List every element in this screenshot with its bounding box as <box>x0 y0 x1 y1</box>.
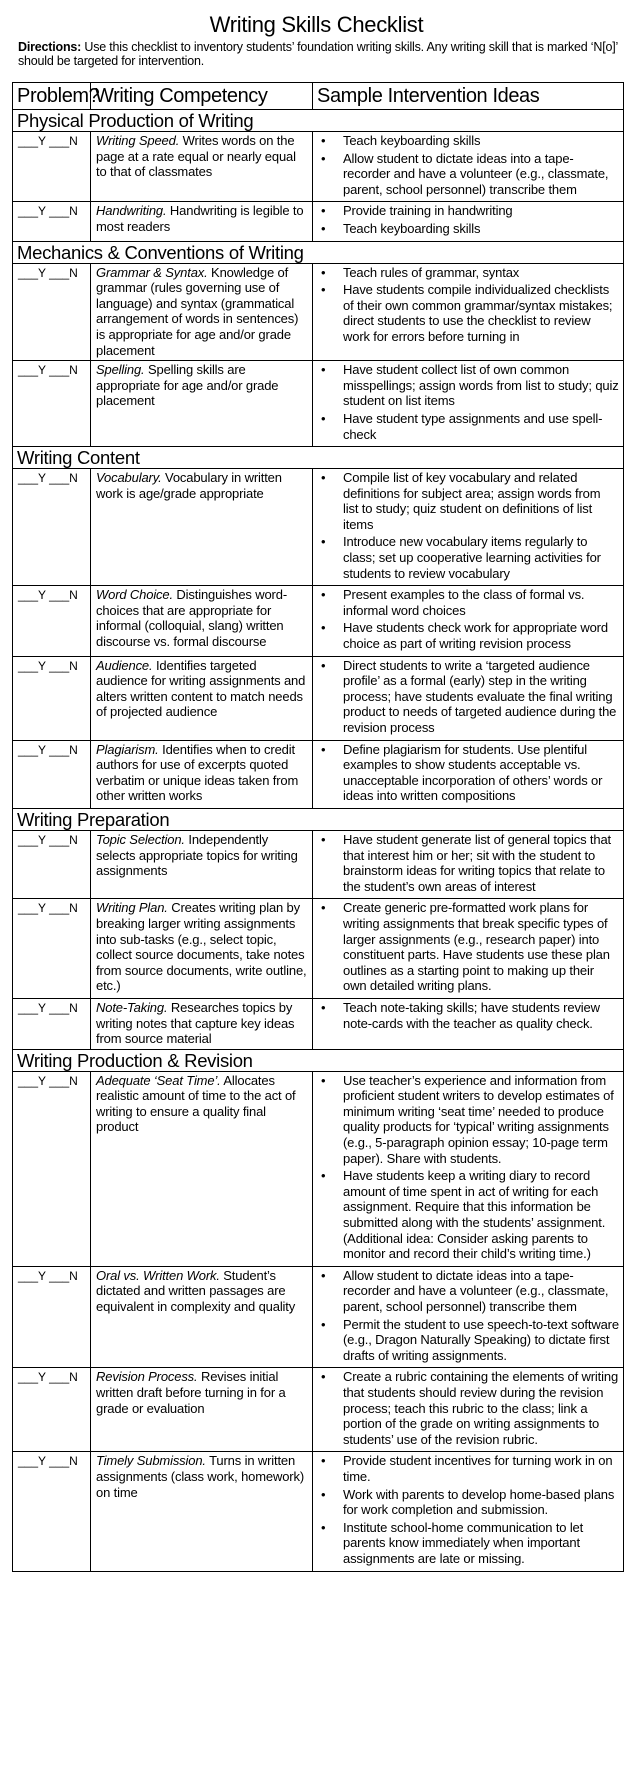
competency-cell <box>91 263 313 361</box>
page-title: Writing Skills Checklist <box>209 12 424 37</box>
competency-description: Student’s dictated and written passages are equivalent in complexity and quality <box>96 1267 296 1314</box>
table-row <box>13 740 624 808</box>
directions-text: Use this checklist to inventory students’ foundation writing skills. Any writing skill that is marked ‘N[o]’ should be targeted for intervention. <box>18 40 618 68</box>
competency-description: Revises initial written draft before turning in for a grade or evaluation <box>96 1369 286 1416</box>
intervention-ideas-cell <box>313 656 624 740</box>
list-item: • Direct students to write a ‘targeted audience profile’ as a formal (early) step in the writing process; have students evaluate the final writing product to needs of targeted audience during the revision process <box>317 658 619 736</box>
competency-cell <box>91 656 313 740</box>
table-row <box>13 830 624 898</box>
directions-label: Directions: <box>18 40 82 54</box>
competency-name: Writing Plan. <box>96 900 168 916</box>
intervention-list <box>317 832 619 894</box>
header-problem: Problem? <box>13 83 91 110</box>
table-row <box>13 202 624 241</box>
list-item: • Teach note-taking skills; have students review note-cards with the teacher as quality check. <box>317 1000 619 1031</box>
competency-name: Vocabulary. <box>96 470 162 486</box>
intervention-list <box>317 900 619 994</box>
list-item: • Have student type assignments and use spell-check <box>317 411 619 442</box>
competency-description: Knowledge of grammar (rules governing use of language) and syntax (grammatical arrangement of words in sentences) is appropriate for age and/or grade placement <box>96 264 299 358</box>
intervention-ideas-cell <box>313 830 624 898</box>
section-row <box>13 110 624 132</box>
section-row <box>13 808 624 830</box>
intervention-ideas-cell <box>313 586 624 656</box>
yes-no-checkbox[interactable]: ___Y ___N <box>13 899 91 999</box>
competency-description: Identifies targeted audience for writing assignments and alters written content to match needs of projected audience <box>96 657 306 720</box>
competency-cell <box>91 1452 313 1571</box>
competency-name: Audience. <box>96 657 153 673</box>
competency-name: Spelling. <box>96 362 145 378</box>
competency-name: Handwriting. <box>96 203 167 219</box>
competency-description: Identifies when to credit authors for use of excerpts quoted verbatim or unique ideas taken from other written works <box>96 741 299 804</box>
yes-no-checkbox[interactable]: ___Y ___N <box>13 132 91 202</box>
competency-cell <box>91 469 313 586</box>
competency-description: Writes words on the page at a rate equal or nearly equal to that of classmates <box>96 133 296 180</box>
yes-no-checkbox[interactable]: ___Y ___N <box>13 361 91 447</box>
competency-cell <box>91 899 313 999</box>
yes-no-checkbox[interactable]: ___Y ___N <box>13 1368 91 1452</box>
yes-no-checkbox[interactable]: ___Y ___N <box>13 202 91 241</box>
section-title: Writing Preparation <box>13 808 624 830</box>
list-item: • Create generic pre-formatted work plans for writing assignments that break specific types of larger assignments (e.g., research paper) into constituent parts. Have students use these plan outlines as a starting point to making up their own detailed writing plans. <box>317 900 619 994</box>
intervention-ideas-cell <box>313 998 624 1049</box>
intervention-list <box>317 1369 619 1447</box>
intervention-ideas-cell <box>313 469 624 586</box>
header-competency: Writing Competency <box>91 83 313 110</box>
yes-no-checkbox[interactable]: ___Y ___N <box>13 656 91 740</box>
intervention-list <box>317 1073 619 1262</box>
competency-description: Researches topics by writing notes that capture key ideas from source material <box>96 999 295 1047</box>
directions <box>18 40 621 68</box>
competency-cell <box>91 361 313 447</box>
list-item: • Allow student to dictate ideas into a tape-recorder and have a volunteer (e.g., classmate, parent, school personnel) transcribe them <box>317 1268 619 1315</box>
table-row <box>13 656 624 740</box>
table-row <box>13 899 624 999</box>
intervention-list <box>317 1453 619 1566</box>
table-row <box>13 998 624 1049</box>
intervention-ideas-cell <box>313 1368 624 1452</box>
list-item: • Have students compile individualized checklists of their own common grammar/syntax mistakes; direct students to use the checklist to review work for errors before turning in <box>317 282 619 344</box>
competency-name: Revision Process. <box>96 1369 198 1385</box>
intervention-ideas-cell <box>313 1071 624 1266</box>
competency-name: Plagiarism. <box>96 741 159 757</box>
section-title: Writing Production & Revision <box>13 1049 624 1071</box>
competency-description: Vocabulary in written work is age/grade appropriate <box>96 470 282 501</box>
intervention-list <box>317 133 619 197</box>
intervention-ideas-cell <box>313 202 624 241</box>
competency-name: Topic Selection. <box>96 831 185 847</box>
competency-description: Allocates realistic amount of time to the act of writing to ensure a quality final product <box>96 1072 296 1135</box>
checklist-table <box>12 82 624 1572</box>
list-item: • Have student generate list of general topics that that interest him or her; sit with the student to brainstorm ideas for writing topics that relate to the student’s own areas of interest <box>317 832 619 894</box>
list-item: • Teach rules of grammar, syntax <box>317 265 619 281</box>
intervention-list <box>317 1268 619 1364</box>
intervention-list <box>317 587 619 651</box>
table-header-row <box>13 83 624 110</box>
intervention-ideas-cell <box>313 361 624 447</box>
table-body <box>13 110 624 1572</box>
yes-no-checkbox[interactable]: ___Y ___N <box>13 586 91 656</box>
list-item: • Have students check work for appropriate word choice as part of writing revision process <box>317 620 619 651</box>
competency-description: Distinguishes word-choices that are appropriate for informal (colloquial, slang) written discourse vs. formal discourse <box>96 587 287 650</box>
table-row <box>13 1266 624 1368</box>
table-row <box>13 1071 624 1266</box>
competency-name: Adequate ‘Seat Time’. <box>96 1072 221 1088</box>
list-item: • Present examples to the class of formal vs. informal word choices <box>317 587 619 618</box>
list-item: • Work with parents to develop home-based plans for work completion and submission. <box>317 1487 619 1518</box>
section-row <box>13 1049 624 1071</box>
competency-cell <box>91 1071 313 1266</box>
intervention-ideas-cell <box>313 740 624 808</box>
intervention-ideas-cell <box>313 899 624 999</box>
list-item: • Teach keyboarding skills <box>317 133 619 149</box>
list-item: • Create a rubric containing the elements of writing that students should review during the revision process; teach this rubric to the class; link a portion of the grade on writing assignments to students’ use of the revision rubric. <box>317 1369 619 1447</box>
yes-no-checkbox[interactable]: ___Y ___N <box>13 1266 91 1368</box>
section-row <box>13 241 624 263</box>
list-item: • Teach keyboarding skills <box>317 221 619 237</box>
competency-description: Turns in written assignments (class work, homework) on time <box>96 1453 305 1500</box>
section-title: Mechanics & Conventions of Writing <box>13 241 624 263</box>
competency-description: Spelling skills are appropriate for age and/or grade placement <box>96 362 279 409</box>
intervention-list <box>317 658 619 736</box>
competency-cell <box>91 132 313 202</box>
list-item: • Have student collect list of own common misspellings; assign words from list to study; quiz student on list items <box>317 362 619 409</box>
competency-description: Independently selects appropriate topics for writing assignments <box>96 831 298 879</box>
intervention-list <box>317 742 619 804</box>
list-item: • Allow student to dictate ideas into a tape-recorder and have a volunteer (e.g., classmate, parent, school personnel) transcribe them <box>317 151 619 198</box>
competency-cell <box>91 740 313 808</box>
yes-no-checkbox[interactable]: ___Y ___N <box>13 263 91 361</box>
intervention-ideas-cell <box>313 1266 624 1368</box>
yes-no-checkbox[interactable]: ___Y ___N <box>13 1071 91 1266</box>
competency-cell <box>91 830 313 898</box>
competency-name: Oral vs. Written Work. <box>96 1267 220 1283</box>
table-row <box>13 586 624 656</box>
list-item: • Define plagiarism for students. Use plentiful examples to show students acceptable vs. unacceptable incorporation of others’ words or ideas into written compositions <box>317 742 619 804</box>
list-item: • Provide student incentives for turning work in on time. <box>317 1453 619 1484</box>
intervention-ideas-cell <box>313 1452 624 1571</box>
list-item: • Compile list of key vocabulary and related definitions for subject area; assign words from list to study; quiz student on definitions of list items <box>317 470 619 532</box>
header-ideas: Sample Intervention Ideas <box>313 83 624 110</box>
list-item: • Provide training in handwriting <box>317 203 619 219</box>
section-row <box>13 447 624 469</box>
table-row <box>13 469 624 586</box>
table-row <box>13 1368 624 1452</box>
competency-name: Note-Taking. <box>96 999 168 1015</box>
competency-cell <box>91 202 313 241</box>
section-title: Physical Production of Writing <box>13 110 624 132</box>
competency-name: Writing Speed. <box>96 133 180 148</box>
table-row <box>13 263 624 361</box>
competency-cell <box>91 1266 313 1368</box>
competency-description: Creates writing plan by breaking larger writing assignments into sub-tasks (e.g., select topic, collect source documents, take notes from source documents, write outline, etc.) <box>96 900 307 994</box>
intervention-list <box>317 1000 619 1031</box>
competency-cell <box>91 1368 313 1452</box>
intervention-ideas-cell <box>313 132 624 202</box>
competency-name: Timely Submission. <box>96 1453 206 1469</box>
table-row <box>13 361 624 447</box>
table-row <box>13 132 624 202</box>
yes-no-checkbox[interactable]: ___Y ___N <box>13 830 91 898</box>
yes-no-checkbox[interactable]: ___Y ___N <box>13 469 91 586</box>
yes-no-checkbox[interactable]: ___Y ___N <box>13 1452 91 1571</box>
table-row <box>13 1452 624 1571</box>
competency-description: Handwriting is legible to most readers <box>96 203 304 234</box>
list-item: • Institute school-home communication to let parents know immediately when important assignments are late or missing. <box>317 1520 619 1567</box>
intervention-list <box>317 265 619 345</box>
intervention-ideas-cell <box>313 263 624 361</box>
yes-no-checkbox[interactable]: ___Y ___N <box>13 740 91 808</box>
competency-name: Word Choice. <box>96 587 173 603</box>
intervention-list <box>317 203 619 236</box>
intervention-list <box>317 362 619 442</box>
list-item: • Introduce new vocabulary items regularly to class; set up cooperative learning activities for students to review vocabulary <box>317 534 619 581</box>
competency-cell <box>91 998 313 1049</box>
intervention-list <box>317 470 619 581</box>
list-item: • Permit the student to use speech-to-text software (e.g., Dragon Naturally Speaking) to dictate first drafts of writing assignments. <box>317 1317 619 1364</box>
list-item: • Use teacher’s experience and information from proficient student writers to develop estimates of minimum writing ‘seat time’ needed to produce quality products for ‘typical’ writing assignments (e.g., 5-paragraph opinion essay; 10-page term paper). Share with students. <box>317 1073 619 1167</box>
yes-no-checkbox[interactable]: ___Y ___N <box>13 998 91 1049</box>
list-item: • Have students keep a writing diary to record amount of time spent in act of writing for each assignment. Require that this information be submitted along with the students’ assignment. (Additional idea: Consider asking parents to monitor and record their child’s writing time.) <box>317 1168 619 1262</box>
competency-cell <box>91 586 313 656</box>
competency-name: Grammar & Syntax. <box>96 264 208 280</box>
section-title: Writing Content <box>13 447 624 469</box>
